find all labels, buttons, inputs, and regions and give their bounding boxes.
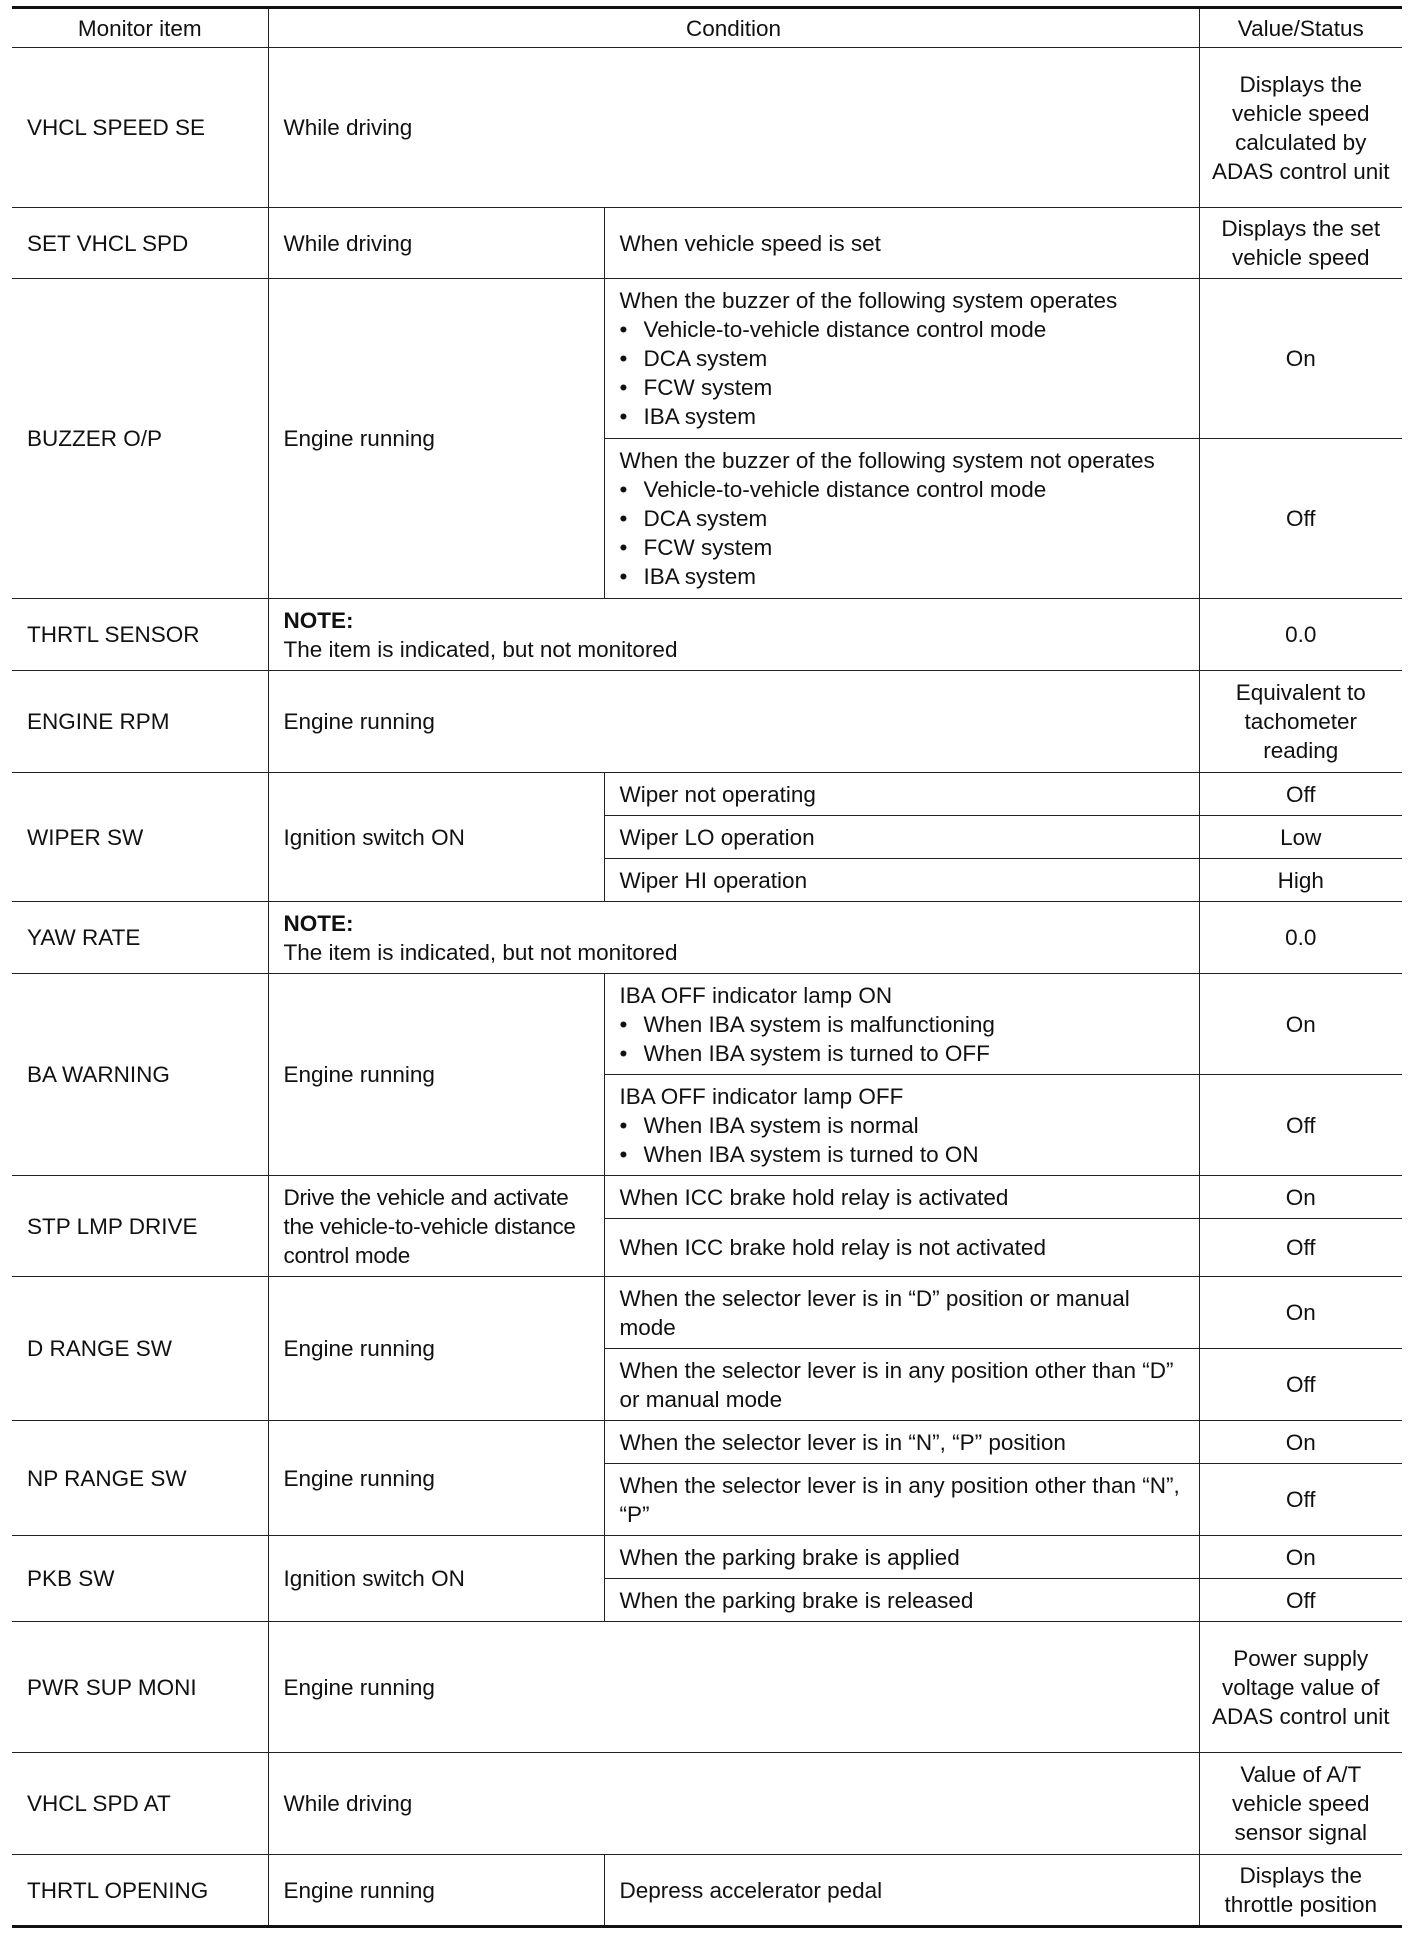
value-cell: Off: [1199, 773, 1402, 816]
sub-condition-cell: When ICC brake hold relay is not activated: [604, 1219, 1199, 1277]
table-row: [12, 671, 1402, 773]
monitor-item-table: [12, 6, 1402, 1928]
condition-cell: While driving: [268, 48, 1199, 208]
sub-condition-cell: When vehicle speed is set: [604, 208, 1199, 279]
value-cell: Off: [1199, 1464, 1402, 1536]
note-label: NOTE:: [283, 910, 354, 936]
note-text: The item is indicated, but not monitored: [283, 939, 678, 965]
monitor-item-cell: THRTL OPENING: [12, 1855, 268, 1927]
bullet-list: [620, 475, 1184, 591]
table-row: [12, 48, 1402, 208]
value-cell: Displays the throttle position: [1199, 1855, 1402, 1927]
monitor-item-cell: D RANGE SW: [12, 1277, 268, 1421]
condition-cell: Ignition switch ON: [268, 1536, 604, 1622]
value-cell: Low: [1199, 816, 1402, 859]
note-cell: [268, 599, 1199, 671]
table-row: [12, 1536, 1402, 1579]
table-row: [12, 1855, 1402, 1927]
table-row: [12, 1277, 1402, 1349]
value-cell: High: [1199, 859, 1402, 902]
table-row: [12, 773, 1402, 816]
sub-condition-cell: [604, 279, 1199, 439]
condition-cell: Engine running: [268, 671, 1199, 773]
value-cell: On: [1199, 1176, 1402, 1219]
sub-condition-cell: [604, 1075, 1199, 1176]
value-cell: On: [1199, 1536, 1402, 1579]
list-item: • When IBA system is malfunctioning: [620, 1010, 1184, 1039]
monitor-item-cell: VHCL SPD AT: [12, 1753, 268, 1855]
bullet-list: [620, 315, 1184, 431]
sub-condition-cell: When the selector lever is in “D” position or manual mode: [604, 1277, 1199, 1349]
list-item: • FCW system: [620, 533, 1184, 562]
monitor-item-cell: THRTL SENSOR: [12, 599, 268, 671]
sub-condition-cell: Wiper not operating: [604, 773, 1199, 816]
sub-condition-lead: IBA OFF indicator lamp ON: [619, 982, 893, 1008]
monitor-item-cell: PWR SUP MONI: [12, 1622, 268, 1753]
list-item: • Vehicle-to-vehicle distance control mode: [620, 315, 1184, 344]
sub-condition-cell: When the selector lever is in any position other than “D” or manual mode: [604, 1349, 1199, 1421]
sub-condition-cell: When ICC brake hold relay is activated: [604, 1176, 1199, 1219]
value-cell: Off: [1199, 1075, 1402, 1176]
condition-cell: Ignition switch ON: [268, 773, 604, 902]
condition-cell: Drive the vehicle and activate the vehicle-to-vehicle distance control mode: [268, 1176, 604, 1277]
monitor-item-cell: NP RANGE SW: [12, 1421, 268, 1536]
monitor-item-cell: WIPER SW: [12, 773, 268, 902]
monitor-item-cell: ENGINE RPM: [12, 671, 268, 773]
table-row: [12, 1753, 1402, 1855]
monitor-item-cell: BA WARNING: [12, 974, 268, 1176]
monitor-item-cell: VHCL SPEED SE: [12, 48, 268, 208]
sub-condition-cell: When the selector lever is in “N”, “P” position: [604, 1421, 1199, 1464]
list-item: • DCA system: [620, 504, 1184, 533]
sub-condition-cell: Wiper LO operation: [604, 816, 1199, 859]
condition-cell: Engine running: [268, 974, 604, 1176]
list-item: • FCW system: [620, 373, 1184, 402]
header-condition: Condition: [268, 8, 1199, 48]
sub-condition-lead: When the buzzer of the following system not operates: [619, 448, 1155, 473]
sub-condition-cell: When the parking brake is applied: [604, 1536, 1199, 1579]
table-row: [12, 599, 1402, 671]
condition-cell: Engine running: [268, 1421, 604, 1536]
value-cell: On: [1199, 1421, 1402, 1464]
condition-cell: Engine running: [268, 1277, 604, 1421]
bullet-list: [620, 1010, 1184, 1068]
condition-cell: While driving: [268, 1753, 1199, 1855]
value-cell: Value of A/T vehicle speed sensor signal: [1199, 1753, 1402, 1855]
table-row: [12, 279, 1402, 439]
bullet-list: [620, 1111, 1184, 1169]
list-item: • When IBA system is turned to ON: [620, 1140, 1184, 1169]
note-cell: [268, 902, 1199, 974]
condition-cell: Engine running: [268, 1855, 604, 1927]
note-label: NOTE:: [283, 607, 354, 633]
condition-cell: Engine running: [268, 279, 604, 599]
value-cell: Off: [1199, 1579, 1402, 1622]
monitor-item-cell: SET VHCL SPD: [12, 208, 268, 279]
condition-cell: While driving: [268, 208, 604, 279]
table-row: [12, 1622, 1402, 1753]
list-item: • When IBA system is normal: [620, 1111, 1184, 1140]
table-row: [12, 1421, 1402, 1464]
monitor-item-cell: BUZZER O/P: [12, 279, 268, 599]
value-cell: On: [1199, 1277, 1402, 1349]
table-header-row: [12, 8, 1402, 48]
value-cell: Displays the vehicle speed calculated by ADAS control unit: [1199, 48, 1402, 208]
list-item: • When IBA system is turned to OFF: [620, 1039, 1184, 1068]
monitor-item-cell: PKB SW: [12, 1536, 268, 1622]
value-cell: Equivalent to tachometer reading: [1199, 671, 1402, 773]
value-cell: Power supply voltage value of ADAS control unit: [1199, 1622, 1402, 1753]
header-monitor-item: Monitor item: [12, 8, 268, 48]
sub-condition-cell: [604, 439, 1199, 599]
sub-condition-lead: When the buzzer of the following system operates: [619, 288, 1118, 313]
value-cell: Displays the set vehicle speed: [1199, 208, 1402, 279]
table-row: [12, 208, 1402, 279]
value-cell: Off: [1199, 439, 1402, 599]
value-cell: On: [1199, 974, 1402, 1075]
value-cell: On: [1199, 279, 1402, 439]
table-row: [12, 1176, 1402, 1219]
condition-cell: Engine running: [268, 1622, 1199, 1753]
list-item: • DCA system: [620, 344, 1184, 373]
value-cell: 0.0: [1199, 599, 1402, 671]
table-row: [12, 902, 1402, 974]
list-item: • IBA system: [620, 562, 1184, 591]
sub-condition-cell: When the parking brake is released: [604, 1579, 1199, 1622]
list-item: • Vehicle-to-vehicle distance control mode: [620, 475, 1184, 504]
note-text: The item is indicated, but not monitored: [283, 636, 678, 662]
header-value-status: Value/Status: [1199, 8, 1402, 48]
sub-condition-cell: When the selector lever is in any position other than “N”, “P”: [604, 1464, 1199, 1536]
table-row: [12, 974, 1402, 1075]
value-cell: 0.0: [1199, 902, 1402, 974]
monitor-item-cell: STP LMP DRIVE: [12, 1176, 268, 1277]
sub-condition-cell: [604, 974, 1199, 1075]
sub-condition-lead: IBA OFF indicator lamp OFF: [619, 1083, 904, 1109]
value-cell: Off: [1199, 1349, 1402, 1421]
value-cell: Off: [1199, 1219, 1402, 1277]
sub-condition-cell: Depress accelerator pedal: [604, 1855, 1199, 1927]
sub-condition-cell: Wiper HI operation: [604, 859, 1199, 902]
list-item: • IBA system: [620, 402, 1184, 431]
monitor-item-cell: YAW RATE: [12, 902, 268, 974]
